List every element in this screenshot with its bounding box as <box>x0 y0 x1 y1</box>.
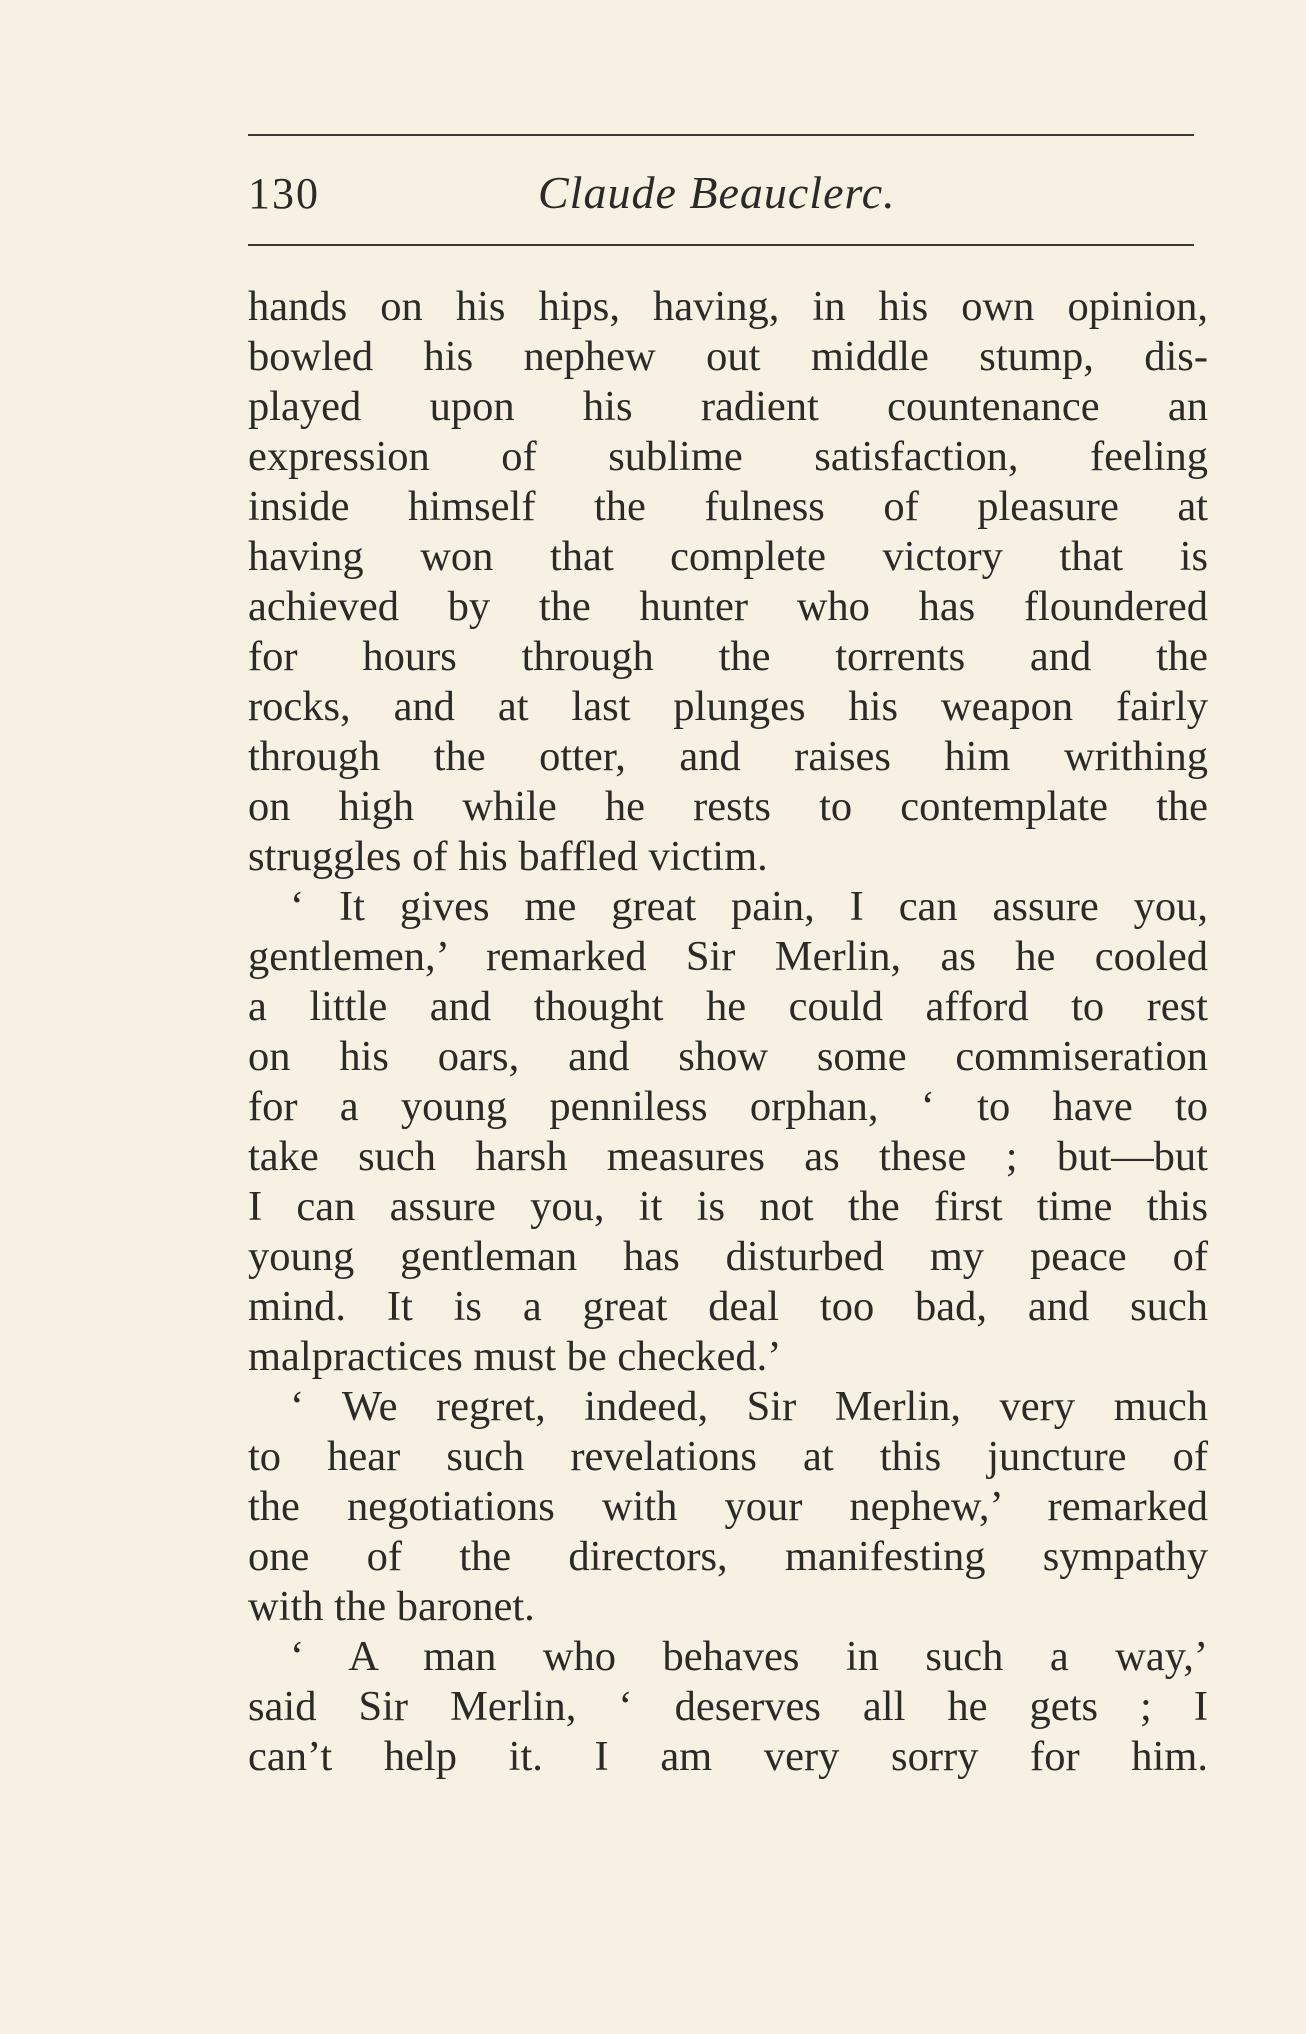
header-rule-top <box>248 134 1194 136</box>
text-line: can’t help it. I am very sorry for him. <box>248 1733 1208 1780</box>
text-line: I can assure you, it is not the first time this <box>248 1183 1208 1230</box>
text-line: mind. It is a great deal too bad, and such <box>248 1283 1208 1330</box>
text-line: ‘ We regret, indeed, Sir Merlin, very much <box>290 1383 1208 1430</box>
text-line: on his oars, and show some commiseration <box>248 1033 1208 1080</box>
text-line: hands on his hips, having, in his own opinion, <box>248 283 1208 330</box>
text-line: rocks, and at last plunges his weapon fairly <box>248 683 1208 730</box>
text-line: through the otter, and raises him writhing <box>248 733 1208 780</box>
running-header <box>248 160 1194 230</box>
text-line: bowled his nephew out middle stump, dis- <box>248 333 1208 380</box>
text-line: said Sir Merlin, ‘ deserves all he gets ; I <box>248 1683 1208 1730</box>
text-line: young gentleman has disturbed my peace of <box>248 1233 1208 1280</box>
text-line: ‘ A man who behaves in such a way,’ <box>290 1633 1208 1680</box>
text-line: gentlemen,’ remarked Sir Merlin, as he cooled <box>248 933 1208 980</box>
text-line: for hours through the torrents and the <box>248 633 1208 680</box>
text-line: one of the directors, manifesting sympathy <box>248 1533 1208 1580</box>
text-line: having won that complete victory that is <box>248 533 1208 580</box>
running-title: Claude Beauclerc. <box>538 167 896 218</box>
text-line: a little and thought he could afford to rest <box>248 983 1208 1030</box>
header-rule-bottom <box>248 244 1194 246</box>
text-line: take such harsh measures as these ; but—but <box>248 1133 1208 1180</box>
text-line: ‘ It gives me great pain, I can assure you, <box>290 883 1208 930</box>
text-line: to hear such revelations at this juncture of <box>248 1433 1208 1480</box>
text-line: played upon his radient countenance an <box>248 383 1208 430</box>
text-line: for a young penniless orphan, ‘ to have to <box>248 1083 1208 1130</box>
text-line: malpractices must be checked.’ <box>248 1333 782 1380</box>
text-line: inside himself the fulness of pleasure at <box>248 483 1208 530</box>
page-number: 130 <box>248 169 320 218</box>
text-line: achieved by the hunter who has floundered <box>248 583 1208 630</box>
text-line: on high while he rests to contemplate the <box>248 783 1208 830</box>
text-line: the negotiations with your nephew,’ remarked <box>248 1483 1208 1530</box>
text-line: with the baronet. <box>248 1583 535 1630</box>
text-line: expression of sublime satisfaction, feeling <box>248 433 1208 480</box>
text-line: struggles of his baffled victim. <box>248 833 768 880</box>
body-text <box>248 282 1208 1782</box>
